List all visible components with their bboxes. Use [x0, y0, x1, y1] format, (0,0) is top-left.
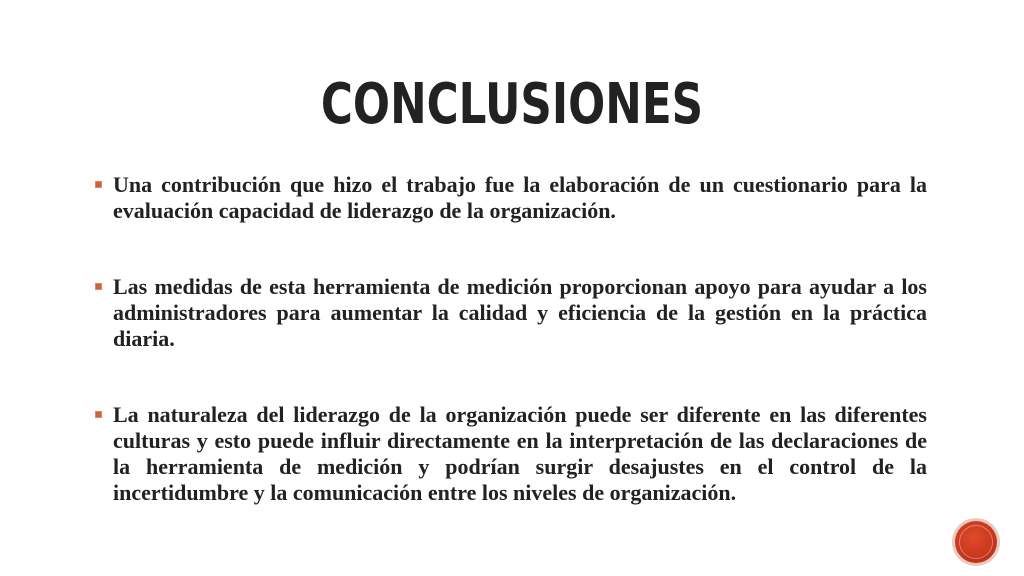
badge-ring — [959, 525, 993, 559]
bullet-text: La naturaleza del liderazgo de la organización puede ser diferente en las diferentes culturas y esto puede influir directamente en la interpretación de las declaraciones de la herramienta de medición y podrían surgir desajustes en el control de la incertidumbre y la comunicación entre los niveles de organización. — [113, 402, 927, 505]
bullet-item — [95, 274, 927, 352]
square-bullet-icon — [95, 283, 102, 290]
bullet-item — [95, 172, 927, 224]
bullet-text: Las medidas de esta herramienta de medición proporcionan apoyo para ayudar a los administradores para aumentar la calidad y eficiencia de la gestión en la práctica diaria. — [113, 274, 927, 351]
bullet-list — [95, 172, 927, 506]
square-bullet-icon — [95, 181, 102, 188]
square-bullet-icon — [95, 411, 102, 418]
bullet-text: Una contribución que hizo el trabajo fue la elaboración de un cuestionario para la evaluación capacidad de liderazgo de la organización. — [113, 172, 927, 223]
bullet-item — [95, 402, 927, 506]
page-number-badge-icon — [955, 521, 997, 563]
slide-title: CONCLUSIONES — [320, 72, 704, 137]
